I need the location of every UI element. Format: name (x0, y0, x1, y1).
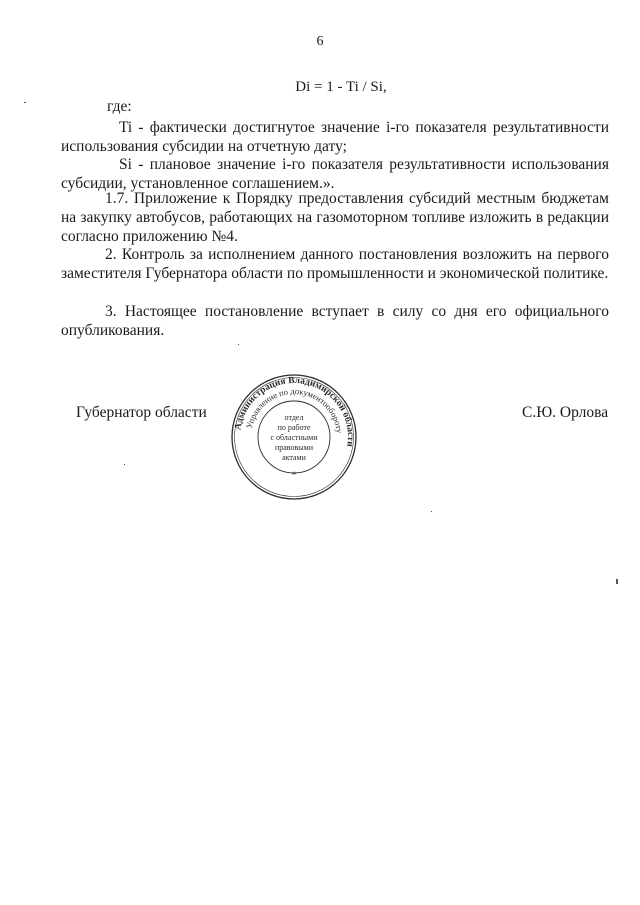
scan-speck (238, 344, 239, 345)
scan-speck (24, 102, 26, 103)
scan-speck (124, 464, 125, 465)
definition-ti (61, 118, 609, 156)
stamp-center-line-5: актами (282, 453, 306, 462)
page-number: 6 (316, 34, 324, 49)
scan-speck (616, 579, 618, 584)
where-label: где: (107, 98, 132, 115)
formula: Di = 1 - Ti / Si, (295, 79, 387, 95)
paragraph-2 (61, 245, 609, 283)
paragraph-3-text: 3. Настоящее постановление вступает в силу со дня его официального опубликования. (61, 303, 609, 339)
scan-speck (431, 511, 432, 512)
signatory-name: С.Ю. Орлова (522, 404, 609, 421)
stamp-center-line-3: с областными (270, 433, 318, 442)
paragraph-1-7 (61, 189, 609, 246)
stamp-center-line-2: по работе (277, 423, 311, 432)
stamp-star-icon: * (291, 470, 297, 480)
definition-si (61, 155, 609, 193)
stamp-inner-text: Управление по документообороту (243, 385, 345, 434)
paragraph-2-text: 2. Контроль за исполнением данного постановления возложить на первого заместителя Губернатора области по промышленности и экономической политике. (61, 246, 609, 282)
stamp-outer-text: Администрация Владимирской области (233, 375, 356, 448)
paragraph-3 (61, 302, 609, 340)
signatory-position: Губернатор области (76, 404, 207, 421)
paragraph-1-7-text: 1.7. Приложение к Порядку предоставления субсидий местным бюджетам на закупку автобусов, работающих на газомоторном топливе изложить в редакции согласно приложению №4. (61, 190, 609, 245)
stamp-center-line-1: отдел (284, 413, 304, 422)
official-stamp (229, 372, 359, 502)
stamp-center-line-4: правовыми (274, 443, 314, 452)
definition-ti-text: Ti - фактически достигнутое значение i-го показателя результативности использования субсидии на отчетную дату; (61, 119, 609, 155)
definition-si-text: Si - плановое значение i-го показателя результативности использования субсидии, установленное соглашением.». (61, 156, 609, 192)
